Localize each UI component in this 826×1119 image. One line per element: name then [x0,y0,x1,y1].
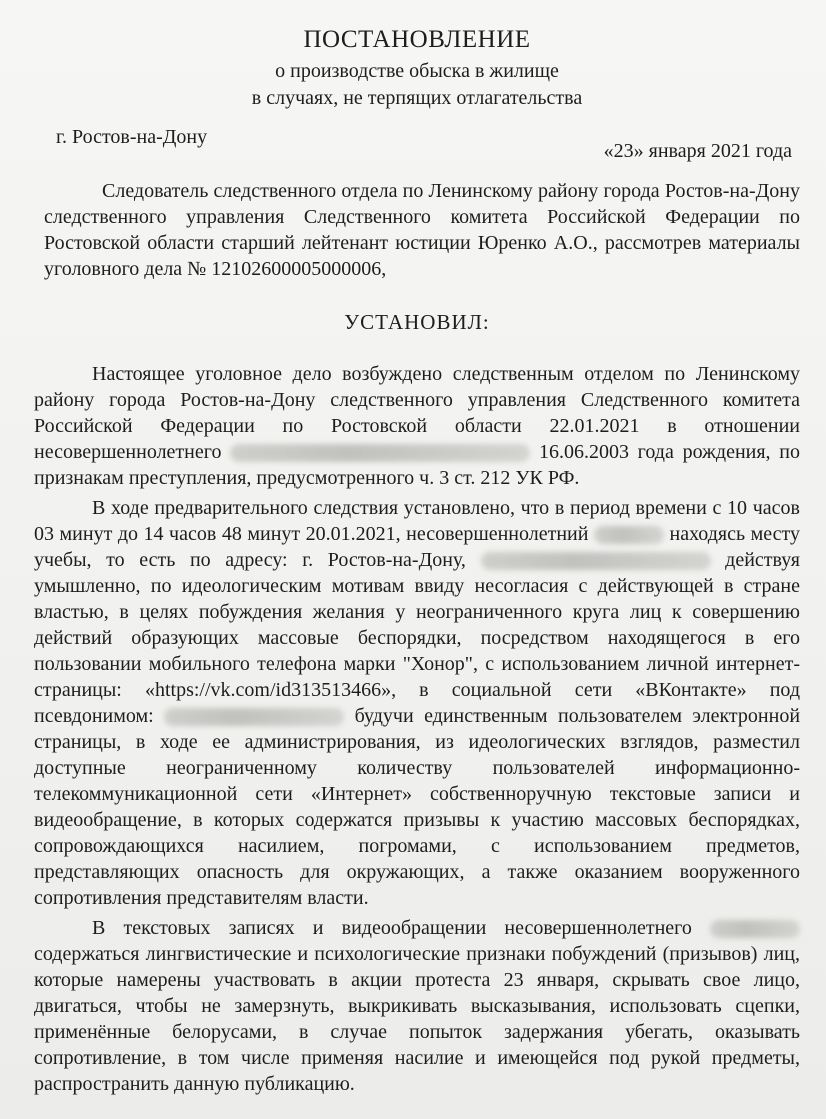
intro-paragraph: Следователь следственного отдела по Ленинскому району города Ростов-на-Дону следственного управления Следственного комитета Российской Федерации по Ростовской области старший лейтенант юстиции Юренко А.О., рассмотрев материалы уголовного дела № 12102600005000006, [44,180,800,280]
redacted-name [230,444,530,462]
redacted-pseudonym [164,708,344,726]
paragraph-case-opened-part2: 16.06.2003 года рождения, по признакам преступления, предусмотренного ч. 3 ст. 212 УК РФ. [34,441,800,489]
paragraph-findings-part1: В текстовых записях и видеообращении несовершеннолетнего [92,917,692,939]
paragraph-investigation-part1: В ходе предварительного следствия установлено, что в период времени с 10 часов 03 минут до 14 часов 48 минут 20.01.2021, несовершеннолетний [34,497,800,545]
paragraph-case-opened-part1: Настоящее уголовное дело возбуждено следственным отделом по Ленинскому району города Ростов-на-Дону следственного управления Следственного комитета Российской Федерации по Ростовской области 22.01.2021 в отношении несовершеннолетнего [34,363,800,463]
subtitle-line-1: о производстве обыска в жилище [275,60,559,82]
paragraph-investigation-part2: находясь месту учебы, то есть по адресу: г. Ростов-на-Дону, [34,523,800,571]
paragraph-investigation [34,495,800,911]
paragraph-findings-part2: содержаться лингвистические и психологические признаки побуждений (призывов) лиц, которые намерены участвовать в акции протеста 23 января, скрывать свое лицо, двигаться, чтобы не замерзнуть, выкрикивать высказывания, использовать сцепки, применённые белорусами, в случае попыток задержания убегать, оказывать сопротивление, в том числе применяя насилие и имеющейся под рукой предметы, распространить данную публикацию. [34,943,800,1095]
redacted-name [710,920,800,938]
city: г. Ростов-на-Дону [56,126,208,148]
paragraph-findings [34,915,800,1097]
subtitle-line-2: в случаях, не терпящих отлагательства [251,87,583,109]
section-heading: УСТАНОВИЛ: [344,310,490,334]
place-date-row [34,126,800,170]
paragraph-investigation-part4: будучи единственным пользователем электронной страницы, в ходе ее администрирования, из идеологических взглядов, разместил доступные неограниченному количеству пользователей информационно-телекоммуникационной сети «Интернет» собственноручную текстовые записи и видеообращение, в которых содержатся призывы к участию массовых беспорядках, сопровождающихся насилием, погромами, с использованием предметов, представляющих опасность для окружающих, а также оказанием вооруженного сопротивления представителям власти. [34,705,801,909]
document-title: ПОСТАНОВЛЕНИЕ [303,26,531,53]
document-subtitle [34,58,800,112]
paragraph-investigation-part3: действуя умышленно, по идеологическим мотивам ввиду несогласия с действующей в стране властью, в целях побуждения желания у неограниченного круга лиц к совершению действий образующих массовые беспорядки, посредством находящегося в его пользовании мобильного телефона марки "Хонор", с использованием личной интернет-страницы: «https://vk.com/id313513466», в социальной сети «ВКонтакте» под псевдонимом: [34,549,800,727]
paragraph-case-opened [34,361,800,491]
redacted-address [481,552,711,570]
document-date: «23» января 2021 года [603,140,792,162]
redacted-name [594,526,664,544]
